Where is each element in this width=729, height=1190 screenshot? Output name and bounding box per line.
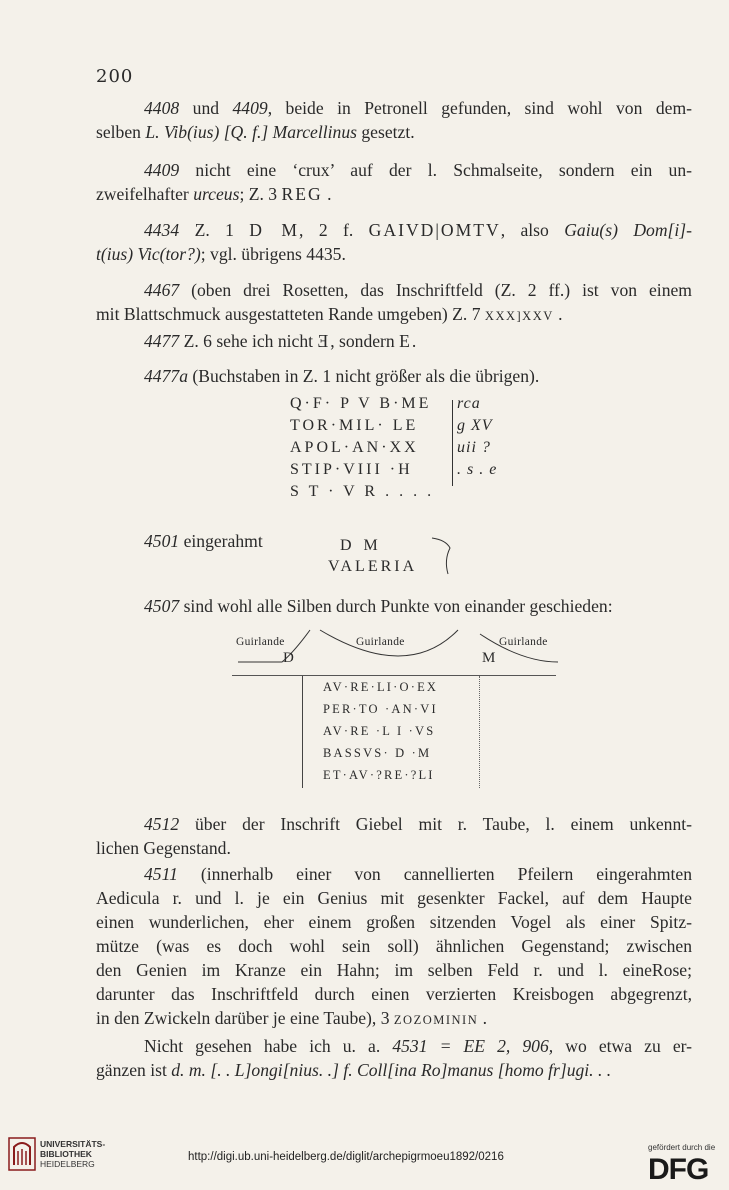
text-span: nicht eine ‘crux’ auf der l. Schmalseite, sondern ein un- (179, 160, 692, 180)
inscription-line (290, 395, 530, 417)
inscription-line (290, 461, 530, 483)
text-span: . (322, 184, 332, 204)
text-span: Z. 6 sehe ich nicht (179, 331, 318, 351)
text-span: , sondern (330, 331, 400, 351)
inscription-line (290, 439, 530, 461)
paragraph-p4408 (96, 96, 692, 144)
text-line (96, 1058, 692, 1082)
text-span: einen wunderlichen, eher einem großen sitzenden Vogel als einer Spitz- (96, 912, 692, 932)
text-span: lichen Gegenstand. (96, 838, 231, 858)
text-span: D M (249, 220, 300, 240)
garland-label-center: Guirlande (356, 636, 405, 648)
text-line (96, 812, 692, 836)
paragraph-p4467 (96, 278, 692, 328)
text-line (96, 302, 692, 328)
text-span: darunter das Inschriftfeld durch einen verzierten Kreisbogen abgegrenzt, (96, 984, 692, 1004)
text-line (96, 958, 692, 982)
text-span: mit Blattschmuck ausgestatteten Rande umgeben) Z. 7 (96, 304, 485, 324)
text-line (96, 120, 692, 144)
paragraph-p4434 (96, 218, 692, 266)
text-line (96, 886, 692, 910)
paragraph-p4477 (96, 329, 692, 353)
text-line (96, 836, 692, 860)
text-span: 4531 = EE 2, 906, (392, 1036, 554, 1056)
text-span: 4409 (144, 160, 180, 180)
text-span: sind wohl alle Silben durch Punkte von einander geschieden: (179, 596, 613, 616)
inscription-4501-line1: D M (340, 537, 382, 554)
text-span: zweifelhafter (96, 184, 194, 204)
text-span: d. m. [. . L]ongi[nius. .] f. Coll[ina Ro]manus [homo fr]ugi. . . (171, 1060, 612, 1080)
text-span: ; vgl. übrigens 4435. (200, 244, 346, 264)
text-span: 4512 (144, 814, 180, 834)
inscription-reading: g XV (457, 417, 493, 434)
text-span: . (553, 304, 563, 324)
text-span: L. Vib(ius) [Q. f.] Marcellinus (145, 122, 357, 142)
text-span: E (399, 331, 412, 351)
text-span: Aedicula r. und l. je ein Genius mit gesenkter Fackel, auf dem Haupte (96, 888, 692, 908)
text-span: Gaiu(s) Dom[i]- (564, 220, 692, 240)
text-span: , 2 f. (299, 220, 369, 240)
text-line (96, 910, 692, 934)
inscription-text: TOR·MIL· LE (290, 417, 419, 434)
text-span: . (478, 1008, 488, 1028)
text-span: in den Zwickeln darüber je eine Taube), 3 (96, 1008, 394, 1028)
text-span: 4477 (144, 331, 180, 351)
text-span: wo etwa zu er- (553, 1036, 692, 1056)
funding-note: gefördert durch die (648, 1143, 716, 1152)
inscription-row: ET·AV·?RE·?LI (323, 768, 435, 782)
text-span: 4511 (144, 864, 178, 884)
inscription-reading: . s . e (457, 461, 498, 478)
dfg-logo: DFG (648, 1153, 709, 1186)
text-span: . (411, 331, 417, 351)
paragraph-p4512 (96, 812, 692, 860)
text-span: gesetzt. (356, 122, 415, 142)
text-span: (Buchstaben in Z. 1 nicht größer als die übrigen). (187, 366, 540, 386)
text-line (96, 329, 692, 353)
text-line (96, 934, 692, 958)
inscription-text: S T · V R . . . . (290, 483, 435, 500)
text-line (96, 1034, 692, 1058)
text-span: 4467 (144, 280, 180, 300)
source-url[interactable]: http://digi.ub.uni-heidelberg.de/diglit/archepigrmoeu1892/0216 (188, 1151, 504, 1163)
text-span: den Genien im Kranze ein Hahn; im selben Feld r. und l. eineRose; (96, 960, 692, 980)
inscription-reading: rca (457, 395, 481, 412)
page-number: 200 (96, 66, 134, 87)
inscription-reading: uii ? (457, 439, 491, 456)
university-library-name: UNIVERSITÄTS- BIBLIOTHEK HEIDELBERG (40, 1139, 106, 1169)
entry-4501-label: 4501 eingerahmt (144, 531, 263, 551)
text-span: und (179, 98, 233, 118)
inscription-text: STIP·VIII ·H (290, 461, 413, 478)
inscription-4501-line2: VALERIA (328, 558, 418, 575)
text-span: 4507 (144, 596, 180, 616)
inscription-line (290, 483, 530, 505)
text-span: ZOZOMININ (393, 1013, 479, 1027)
text-line (96, 594, 692, 618)
text-span: (innerhalb einer von cannellierten Pfeilern eingerahmten (177, 864, 692, 884)
text-line (96, 158, 692, 182)
inscription-4507-letter-d: D (283, 650, 294, 666)
digitization-footer (0, 1125, 729, 1185)
inscription-row: AV·RE·LI·O·EX (323, 680, 439, 694)
text-span: 4408 (144, 98, 180, 118)
inscription-row: BASSVS· D ·M (323, 746, 432, 760)
garland-drawing (232, 622, 562, 674)
text-span: (oben drei Rosetten, das Inschriftfeld (Z. 2 ff.) ist von einem (179, 280, 692, 300)
text-line (96, 96, 692, 120)
text-span: , beide in Petronell gefunden, sind wohl von dem- (267, 98, 692, 118)
text-span: XXX]XXV (484, 309, 554, 323)
text-line (96, 1006, 692, 1032)
text-span: über der Inschrift Giebel mit r. Taube, l. einem unkennt- (179, 814, 692, 834)
paragraph-p4507 (96, 594, 692, 618)
text-span: , also (500, 220, 565, 240)
text-span: ; Z. 3 (239, 184, 282, 204)
inscription-text: APOL·AN·XX (290, 439, 419, 456)
text-line (96, 278, 692, 302)
paragraph-p4511 (96, 862, 692, 1032)
inscription-4507-letter-m: M (482, 650, 496, 666)
text-span: selben (96, 122, 146, 142)
paragraph-p4477a (96, 364, 692, 388)
inscription-4507-field (302, 676, 480, 788)
text-span: mütze (was es doch wohl sein soll) ähnlichen Gegenstand; zwischen (96, 936, 692, 956)
text-line (96, 242, 692, 266)
garland-label-left: Guirlande (236, 636, 285, 648)
inscription-line (290, 417, 530, 439)
text-span: 4409 (232, 98, 268, 118)
paragraph-pNicht (96, 1034, 692, 1082)
text-line (96, 182, 692, 206)
text-line (96, 862, 692, 886)
paragraph-p4409 (96, 158, 692, 206)
text-line (96, 982, 692, 1006)
inscription-4477a (290, 395, 530, 505)
text-span: t(ius) Vic(tor?) (96, 244, 201, 264)
inscription-text: Q·F· P V B·ME (290, 395, 432, 412)
garland-label-right: Guirlande (499, 636, 548, 648)
text-line (96, 364, 692, 388)
text-span: gänzen ist (96, 1060, 172, 1080)
text-span: Ǝ (317, 331, 331, 351)
inscription-row: AV·RE ·L I ·VS (323, 724, 436, 738)
text-span: Nicht gesehen habe ich u. a. (144, 1036, 393, 1056)
text-span: urceus (193, 184, 240, 204)
text-span: Z. 1 (179, 220, 250, 240)
leaf-ornament (430, 530, 460, 580)
text-span: 4434 (144, 220, 180, 240)
text-line (96, 218, 692, 242)
inscription-row: PER·TO ·AN·VI (323, 702, 438, 716)
university-library-logo-icon (8, 1137, 36, 1171)
text-span: 4477a (144, 366, 188, 386)
text-span: GAIVD|OMTV (368, 220, 501, 240)
text-span: REG (281, 184, 323, 204)
